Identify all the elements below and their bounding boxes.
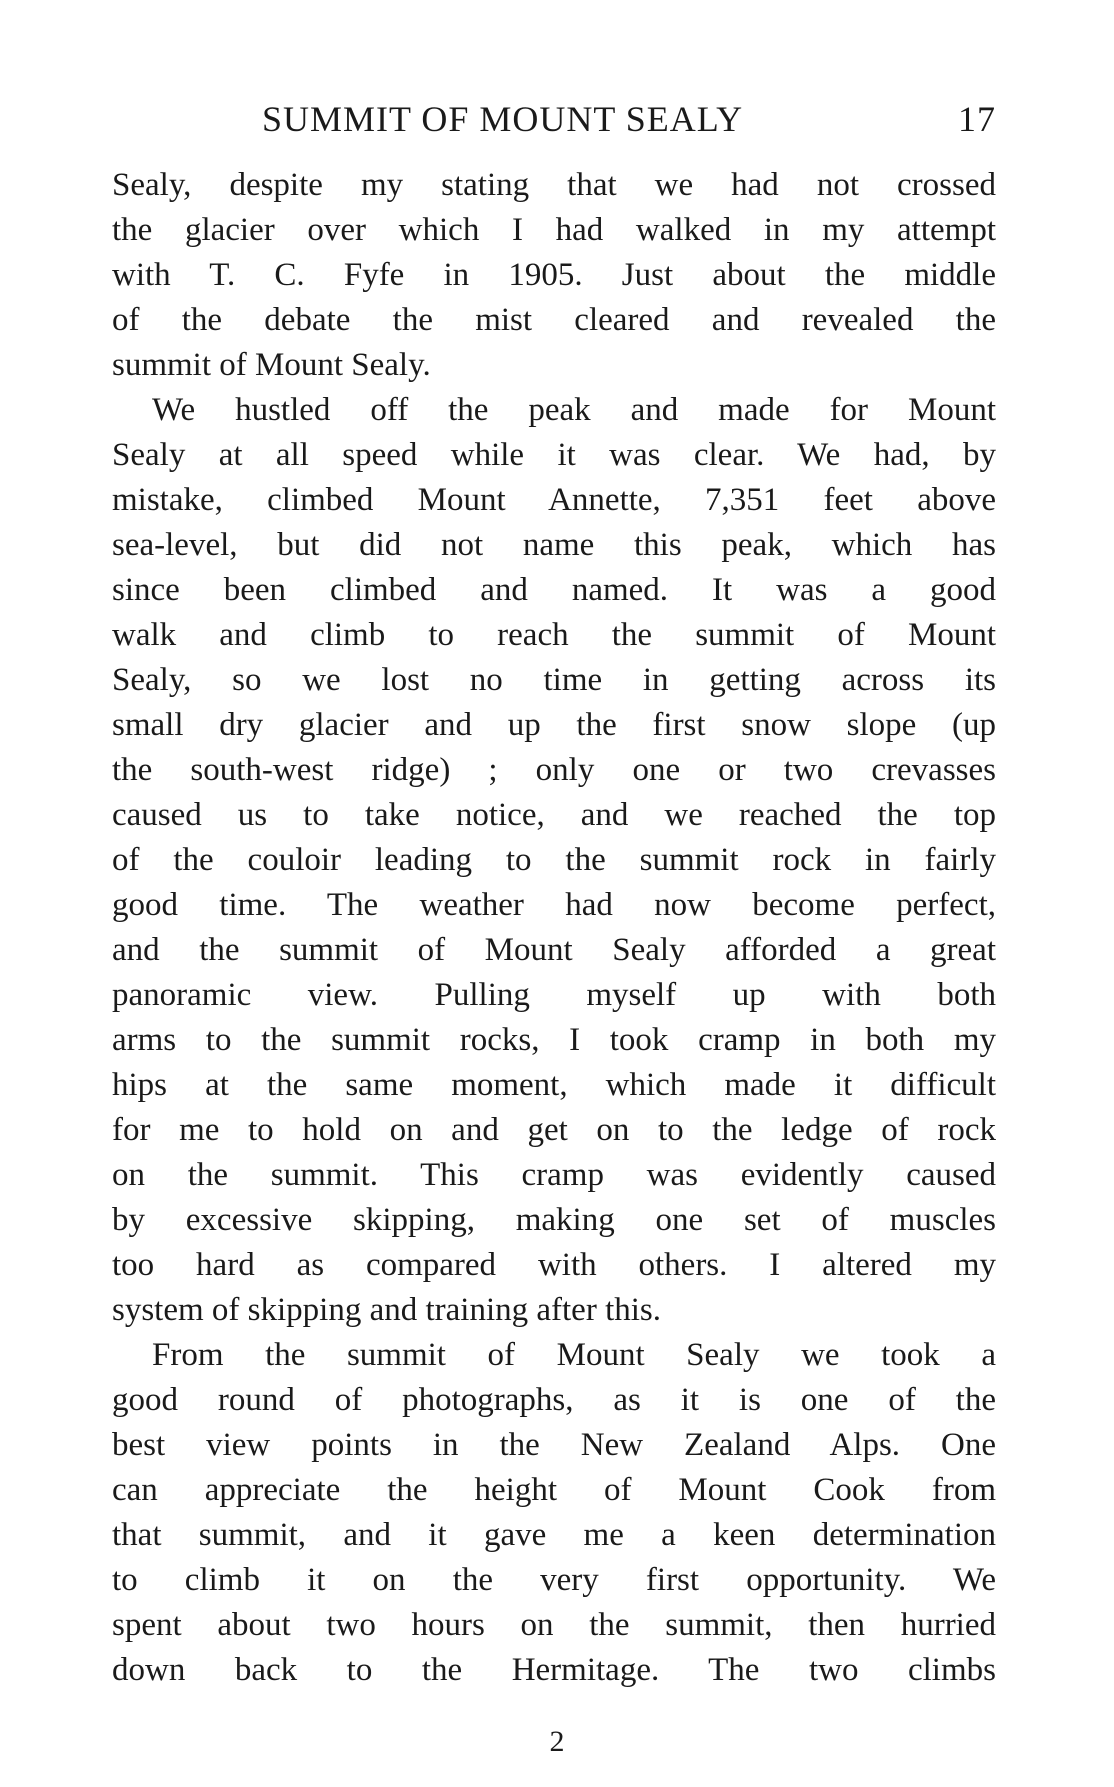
text-line: We hustled off the peak and made for Mount: [152, 392, 996, 428]
text-line: since been climbed and named. It was a good: [112, 572, 996, 608]
text-line: caused us to take notice, and we reached the top: [112, 797, 996, 833]
text-line: and the summit of Mount Sealy afforded a great: [112, 932, 996, 968]
body-text: [112, 163, 996, 1693]
text-line: From the summit of Mount Sealy we took a: [152, 1337, 996, 1373]
text-line: can appreciate the height of Mount Cook from: [112, 1472, 996, 1508]
text-line: the glacier over which I had walked in my attempt: [112, 212, 996, 248]
text-line: hips at the same moment, which made it difficult: [112, 1067, 996, 1103]
text-line: arms to the summit rocks, I took cramp in both my: [112, 1022, 996, 1058]
text-line: mistake, climbed Mount Annette, 7,351 feet above: [112, 482, 996, 518]
text-line: too hard as compared with others. I altered my: [112, 1247, 996, 1283]
text-line: the south-west ridge) ; only one or two crevasses: [112, 752, 996, 788]
running-head: [112, 96, 996, 142]
text-line: good round of photographs, as it is one of the: [112, 1382, 996, 1418]
text-line: best view points in the New Zealand Alps. One: [112, 1427, 996, 1463]
page-number: 17: [958, 99, 996, 139]
text-line: small dry glacier and up the first snow slope (up: [112, 707, 996, 743]
text-line: panoramic view. Pulling myself up with both: [112, 977, 996, 1013]
text-line: on the summit. This cramp was evidently caused: [112, 1157, 996, 1193]
text-line: with T. C. Fyfe in 1905. Just about the middle: [112, 257, 996, 293]
text-line: sea-level, but did not name this peak, which has: [112, 527, 996, 563]
text-line: summit of Mount Sealy.: [112, 347, 431, 383]
text-line: Sealy, despite my stating that we had not crossed: [112, 167, 996, 203]
text-line: to climb it on the very first opportunity. We: [112, 1562, 996, 1598]
text-line: walk and climb to reach the summit of Mount: [112, 617, 996, 653]
text-line: system of skipping and training after this.: [112, 1292, 661, 1328]
text-line: that summit, and it gave me a keen determination: [112, 1517, 996, 1553]
text-line: for me to hold on and get on to the ledge of rock: [112, 1112, 996, 1148]
text-line: Sealy, so we lost no time in getting across its: [112, 662, 996, 698]
running-title: SUMMIT OF MOUNT SEALY: [262, 99, 744, 139]
text-line: spent about two hours on the summit, then hurried: [112, 1607, 996, 1643]
text-line: Sealy at all speed while it was clear. We had, by: [112, 437, 996, 473]
signature-mark: 2: [549, 1725, 565, 1758]
text-line: down back to the Hermitage. The two climbs: [112, 1652, 996, 1688]
text-line: good time. The weather had now become perfect,: [112, 887, 996, 923]
text-line: of the couloir leading to the summit rock in fairly: [112, 842, 996, 878]
text-line: of the debate the mist cleared and revealed the: [112, 302, 996, 338]
text-line: by excessive skipping, making one set of muscles: [112, 1202, 996, 1238]
